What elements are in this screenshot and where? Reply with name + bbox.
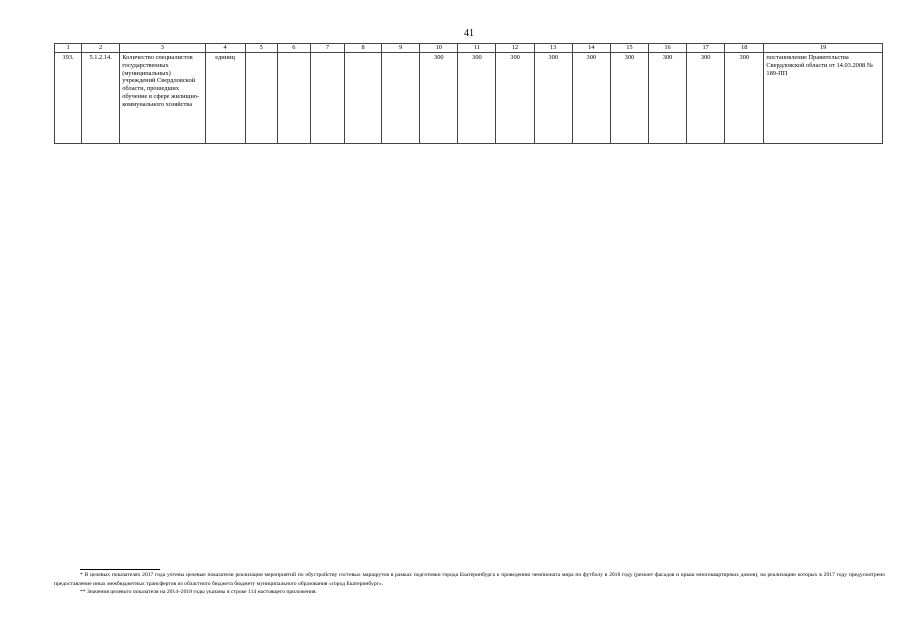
- footnote-divider: [80, 569, 160, 570]
- header-cell: 18: [725, 44, 764, 53]
- header-cell: 5: [245, 44, 277, 53]
- indicator-name: Количество специалистов государственных (муниципальных) учреждений Свердловской области, прошедших обучение в сфере жилищно-коммунального хозяйства: [120, 53, 205, 144]
- value-cell: 300: [572, 53, 610, 144]
- value-cell: [310, 53, 344, 144]
- header-cell: 17: [687, 44, 725, 53]
- indicator-table: [54, 43, 883, 144]
- source-document: постановление Правительства Свердловской области от 14.03.2008 № 189-ПП: [764, 53, 883, 144]
- value-cell: [277, 53, 310, 144]
- header-cell: 13: [534, 44, 572, 53]
- header-cell: 11: [458, 44, 496, 53]
- header-cell: 16: [648, 44, 686, 53]
- header-cell: 15: [610, 44, 648, 53]
- value-cell: 300: [725, 53, 764, 144]
- header-cell: 1: [55, 44, 82, 53]
- header-cell: 8: [344, 44, 381, 53]
- value-cell: 300: [610, 53, 648, 144]
- value-cell: [245, 53, 277, 144]
- value-cell: 300: [687, 53, 725, 144]
- row-code: 5.1.2.14.: [82, 53, 120, 144]
- value-cell: 300: [458, 53, 496, 144]
- header-cell: 14: [572, 44, 610, 53]
- header-cell: 7: [310, 44, 344, 53]
- value-cell: 300: [496, 53, 534, 144]
- value-cell: 300: [534, 53, 572, 144]
- value-cell: [344, 53, 381, 144]
- value-cell: 300: [648, 53, 686, 144]
- header-cell: 10: [420, 44, 458, 53]
- value-cell: [382, 53, 420, 144]
- header-cell: 3: [120, 44, 205, 53]
- header-cell: 4: [205, 44, 245, 53]
- header-cell: 2: [82, 44, 120, 53]
- value-cell: 300: [420, 53, 458, 144]
- footnote-2: ** Значения целевого показателя на 2014–2018 годы указаны в строке 114 настоящего приложения.: [80, 589, 317, 596]
- header-cell: 19: [764, 44, 883, 53]
- header-cell: 9: [382, 44, 420, 53]
- unit-cell: единиц: [205, 53, 245, 144]
- footnote-1: * В целевых показателях 2017 года учтены целевые показатели реализации мероприятий по обустройству гостевых маршрутов в рамках подготовки города Екатеринбурга к проведению чемпионата мира по футболу в 2018 году (ремонт фасадов и крыш многоквартирных домов), на реализацию которых в 2017 году предусмотрено предоставление иных межбюджетных трансфертов из областного бюджета бюджету муниципального образования «город Екатеринбург».: [54, 572, 885, 587]
- header-cell: 6: [277, 44, 310, 53]
- footnotes: [54, 571, 885, 597]
- page-number: 41: [464, 28, 474, 39]
- header-row: [55, 44, 883, 53]
- table-row: [55, 53, 883, 144]
- header-cell: 12: [496, 44, 534, 53]
- row-number: 193.: [55, 53, 82, 144]
